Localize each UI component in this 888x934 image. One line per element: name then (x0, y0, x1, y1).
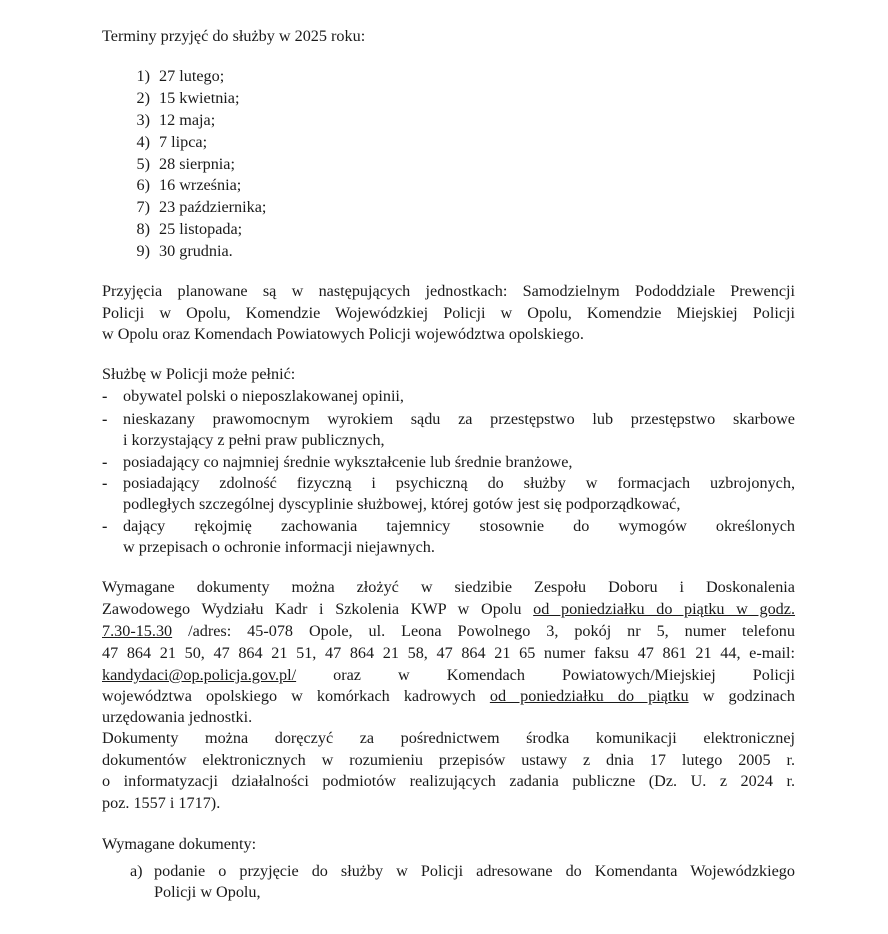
list-number: 7) (136, 198, 150, 216)
list-text: 28 sierpnia; (159, 155, 235, 173)
text-span: oraz w Komendach Powiatowych/Miejskiej Policji (296, 666, 795, 684)
list-number: 1) (136, 67, 150, 85)
days-underlined: od poniedziałku do piątku (489, 687, 689, 705)
paragraph-line: o informatyzacji działalności podmiotów realizujących zadania publiczne (Dz. U. z 2024 r. (102, 772, 795, 790)
paragraph-line: urzędowania jednostki. (102, 708, 253, 726)
list-text: posiadający co najmniej średnie wykształcenie lub średnie branżowe, (123, 453, 573, 471)
text-span: Zawodowego Wydziału Kadr i Szkolenia KWP w Opolu (102, 600, 534, 618)
paragraph-line: Przyjęcia planowane są w następujących jednostkach: Samodzielnym Pododdziale Prewencji (102, 282, 795, 300)
list-text: 25 listopada; (159, 220, 243, 238)
paragraph-line (102, 621, 795, 642)
list-number: 8) (136, 220, 150, 238)
paragraph-line: poz. 1557 i 1717). (102, 794, 221, 812)
hours-range-underlined: 7.30-15.30 (102, 622, 173, 640)
text-span: w godzinach (688, 687, 795, 705)
list-text: 27 lutego; (159, 67, 225, 85)
list-text: 23 października; (159, 198, 267, 216)
paragraph-line (102, 665, 795, 686)
list-text: podległych szczególnej dyscyplinie służbowej, której gotów jest się podporządkować, (123, 495, 681, 513)
list-text: nieskazany prawomocnym wyrokiem sądu za przestępstwo lub przestępstwo skarbowe (123, 410, 795, 428)
list-text: dający rękojmię zachowania tajemnicy stosownie do wymogów określonych (123, 517, 795, 535)
list-text: 30 grudnia. (159, 242, 233, 260)
list-text: 12 maja; (159, 111, 216, 129)
bullet-dash: - (102, 453, 108, 471)
required-documents-heading: Wymagane dokumenty: (102, 835, 257, 853)
list-text: Policji w Opolu, (154, 883, 261, 901)
list-text: 7 lipca; (159, 133, 208, 151)
list-text: w przepisach o ochronie informacji niejawnych. (123, 538, 435, 556)
intro-heading: Terminy przyjęć do służby w 2025 roku: (102, 27, 366, 45)
paragraph-line: Dokumenty można doręczyć za pośrednictwem środka komunikacji elektronicznej (102, 729, 795, 747)
paragraph-line: Wymagane dokumenty można złożyć w siedzibie Zespołu Doboru i Doskonalenia (102, 578, 795, 596)
list-text: posiadający zdolność fizyczną i psychiczną do służby w formacjach uzbrojonych, (123, 474, 795, 492)
text-span: województwa opolskiego w komórkach kadrowych (102, 687, 490, 705)
eligibility-heading: Służbę w Policji może pełnić: (102, 365, 296, 383)
list-text: obywatel polski o nieposzlakowanej opinii, (123, 387, 404, 405)
paragraph-line (102, 599, 795, 620)
list-number: 4) (136, 133, 150, 151)
list-number: 5) (136, 155, 150, 173)
list-text: podanie o przyjęcie do służby w Policji adresowane do Komendanta Wojewódzkiego (154, 862, 795, 880)
bullet-dash: - (102, 474, 108, 492)
list-number: 3) (136, 111, 150, 129)
paragraph-line (102, 686, 795, 707)
list-text: 16 września; (159, 176, 242, 194)
bullet-dash: - (102, 387, 108, 405)
paragraph-line: dokumentów elektronicznych w rozumieniu przepisów ustawy z dnia 17 lutego 2005 r. (102, 751, 795, 769)
list-text: i korzystający z pełni praw publicznych, (123, 431, 385, 449)
list-letter: a) (130, 862, 143, 880)
list-number: 2) (136, 89, 150, 107)
email-link[interactable]: kandydaci@op.policja.gov.pl/ (102, 666, 297, 684)
list-number: 6) (136, 176, 150, 194)
paragraph-line: w Opolu oraz Komendach Powiatowych Policji województwa opolskiego. (102, 325, 584, 343)
hours-underlined: od poniedziałku do piątku w godz. (533, 600, 796, 618)
bullet-dash: - (102, 517, 108, 535)
list-text: 15 kwietnia; (159, 89, 240, 107)
paragraph-line: Policji w Opolu, Komendzie Wojewódzkiej Policji w Opolu, Komendzie Miejskiej Policji (102, 304, 795, 322)
paragraph-line: 47 864 21 50, 47 864 21 51, 47 864 21 58, 47 864 21 65 numer faksu 47 861 21 44, e-mail: (102, 644, 795, 662)
bullet-dash: - (102, 410, 108, 428)
text-span: /adres: 45-078 Opole, ul. Leona Powolnego 3, pokój nr 5, numer telefonu (172, 622, 795, 640)
list-number: 9) (136, 242, 150, 260)
